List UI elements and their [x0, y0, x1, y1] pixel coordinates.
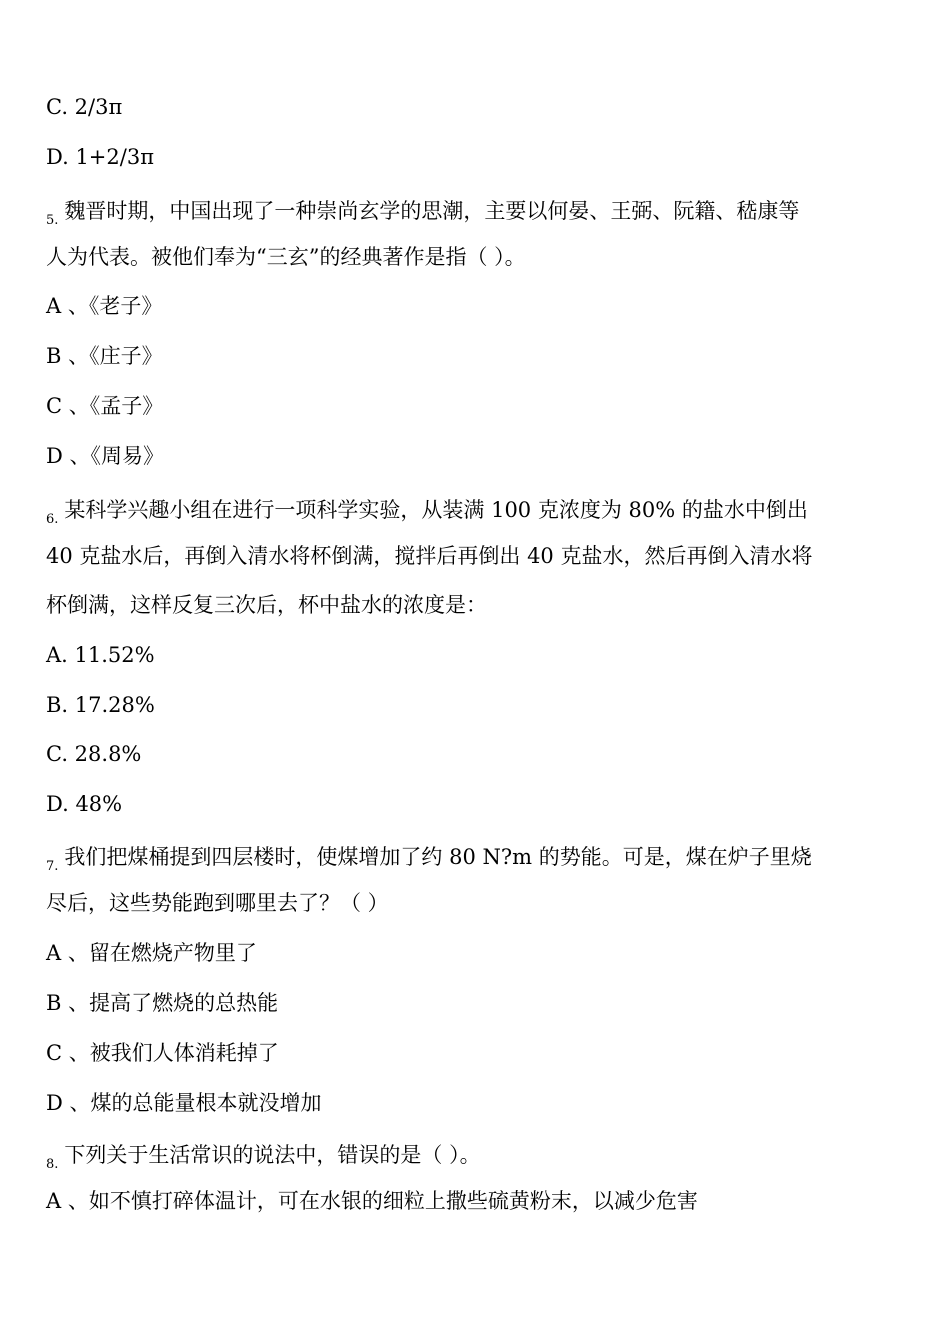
- q8-option-a: A 、如不慎打碎体温计，可在水银的细粒上撒些硫黄粉末，以减少危害: [46, 1189, 698, 1213]
- q6-text-1: 某科学兴趣小组在进行一项科学实验，从装满 100 克浓度为 80% 的盐水中倒出: [64, 498, 808, 522]
- q5-option-d: D 、《周易》: [46, 444, 165, 468]
- q6-option-c: C. 28.8%: [46, 742, 142, 766]
- q7-number: 7.: [46, 859, 59, 874]
- q5-option-b: B 、《庄子》: [46, 344, 163, 368]
- q5-number: 5.: [46, 213, 59, 228]
- q6-number: 6.: [46, 512, 59, 527]
- q6-option-a: A. 11.52%: [46, 643, 155, 667]
- q5-option-a: A 、《老子》: [46, 294, 163, 318]
- q4-option-d: D. 1+2/3π: [46, 145, 154, 169]
- q5-line-1: [46, 196, 799, 236]
- q6-line-3: 杯倒满，这样反复三次后，杯中盐水的浓度是：: [46, 593, 487, 617]
- q5-text-1: 魏晋时期，中国出现了一种崇尚玄学的思潮，主要以何晏、王弼、阮籍、嵇康等: [64, 199, 800, 223]
- q7-line-1: [46, 842, 812, 882]
- q5-line-2: 人为代表。被他们奉为“三玄”的经典著作是指（ ）。: [46, 245, 526, 269]
- q6-option-b: B. 17.28%: [46, 693, 155, 717]
- q8-line-1: [46, 1140, 481, 1180]
- q8-number: 8.: [46, 1157, 59, 1172]
- q7-text-1: 我们把煤桶提到四层楼时，使煤增加了约 80 N?m 的势能。可是，煤在炉子里烧: [64, 845, 812, 869]
- q7-option-a: A 、留在燃烧产物里了: [46, 941, 257, 965]
- q8-text-1: 下列关于生活常识的说法中，错误的是（ ）。: [64, 1143, 481, 1167]
- q7-option-b: B 、提高了燃烧的总热能: [46, 991, 279, 1015]
- q7-option-c: C 、被我们人体消耗掉了: [46, 1041, 279, 1065]
- q6-line-2: 40 克盐水后，再倒入清水将杯倒满，搅拌后再倒出 40 克盐水，然后再倒入清水将: [46, 544, 813, 568]
- q7-line-2: 尽后，这些势能跑到哪里去了？（ ）: [46, 891, 389, 915]
- q6-option-d: D. 48%: [46, 792, 123, 816]
- q7-option-d: D 、煤的总能量根本就没增加: [46, 1091, 322, 1115]
- q6-line-1: [46, 495, 808, 535]
- q5-option-c: C 、《孟子》: [46, 394, 164, 418]
- q4-option-c: C. 2/3π: [46, 95, 123, 119]
